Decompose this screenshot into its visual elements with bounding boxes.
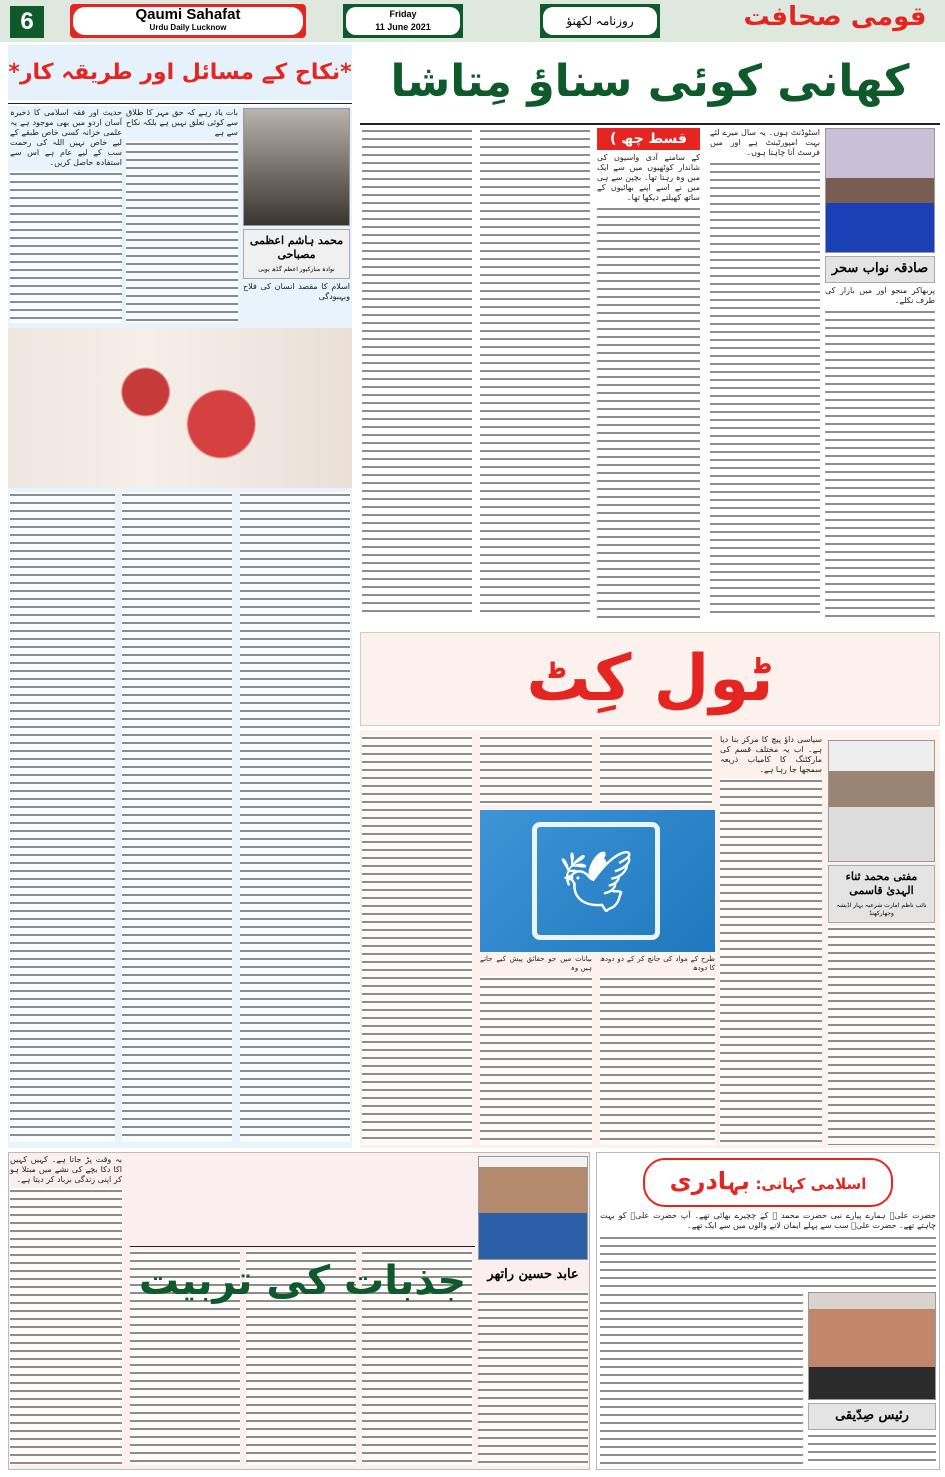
bahaduri-top [600,1158,936,1288]
text-column-group [10,1155,122,1465]
toolkit-headline: ٹول کِٹ [526,642,774,716]
text-column-group [710,128,820,618]
author-place: نوادہ مبارکپور اعظم گڈھ یوپی [258,265,335,273]
urdu-logo: قومی صحافت [743,2,927,32]
text-column [600,1292,803,1464]
author-name: محمد ہاشم اعظمی مصباحی [249,234,344,262]
author-name-box [478,1263,588,1288]
bahaduri-headline-prefix: اسلامی کہانی: [755,1175,867,1193]
text-column [126,141,238,323]
text-column [710,161,820,618]
text-column [10,492,115,1142]
jazbaat-headline: جذبات کی تربیت [138,1258,467,1304]
author-column [828,740,935,1145]
author-name-box [243,229,350,279]
twitter-image [480,810,715,952]
nikah-headline-box [8,45,352,100]
author-name: عابد حسین راتھر [487,1267,579,1282]
text-column [10,1188,122,1465]
author-photo [243,108,350,226]
text-column [597,206,700,618]
text-column [600,1235,936,1288]
author-photo [825,128,935,253]
text-column [825,309,935,618]
day: Friday [389,9,417,19]
nikah-snippet-1: حدیث اور فقہ اسلامی کا ذخیرہ آسان اردو میں بھی موجود ہے یہ علمی خزانہ کسی خاص طبقے کے لیے خاص نہیں اللہ کی رحمت سب کے لیے عام ہے اس سے استفادہ حاصل کریں۔ [10,108,122,167]
author-column [478,1156,588,1466]
author-column [243,108,350,324]
image-caption: بیانات میں جو حقائق پیش کیے جاتے ہیں وہ [480,955,592,972]
text-column [828,926,935,1145]
text-column [480,128,590,618]
author-photo [478,1156,588,1260]
nikah-snippet-3: اسلام کا مقصد انسان کی فلاح وبہبودگی [243,281,350,301]
toolkit-headline-box [360,632,940,726]
date: 11 June 2021 [375,22,431,32]
story-snippet-2: اسٹوڈنٹ ہوں۔ یہ سال میرے لئے بہت امپورٹینٹ ہے اور میں فرسٹ آنا چاہتا ہوں۔ [710,128,820,157]
author-name: صادقہ نواب سحر [831,261,929,276]
text-column-group [597,128,700,618]
installment-badge: قسط چھ ) [597,128,700,150]
author-name-box [825,256,935,283]
text-column [720,778,822,1145]
author-name: رئیس صِدّیقی [835,1408,909,1423]
text-column [478,1291,588,1466]
author-photo [808,1292,936,1400]
page-number: 6 [10,6,44,38]
author-title: نائب ناظم امارت شرعیہ بہار اڈیشہ وجھارکھنڈ [836,901,927,917]
author-column [808,1292,936,1464]
bahaduri-headline: بہادری [669,1167,750,1195]
author-photo [828,740,935,862]
text-column [480,976,592,1145]
text-column [600,735,712,805]
text-column-group [480,955,592,1145]
story-snippet-3: پربھاکر منجو اور میں بازار کی طرف نکلے۔ [825,285,935,305]
roznama-label: روزنامہ لکھنؤ [543,7,657,35]
author-column [825,128,935,618]
bahaduri-headline-box [643,1158,893,1207]
masthead-subtitle: Urdu Daily Lucknow [149,23,227,32]
text-column [480,735,592,805]
author-name-box [828,865,935,923]
text-column [600,976,715,1145]
twitter-bird-icon: 🕊 [532,822,660,940]
bahaduri-snippet-1: حضرت علیؓ ہمارے پیارے نبی حضرت محمد ﷺ کے چچیرے بھائی تھے۔ آپ حضرت علیؓ کو بہت چاہتے تھے۔ حضرت علیؓ سب سے پہلے ایمان لانے والوں میں سے ایک تھے۔ [600,1211,936,1230]
nikah-headline: *نکاح کے مسائل اور طریقہ کار* [8,59,352,85]
text-column [362,128,472,618]
text-column [808,1433,936,1464]
text-column [122,492,232,1142]
masthead [70,4,306,38]
toolkit-snippet-1: سیاسی داؤ پیچ کا مرکز بنا دیا ہے۔ اب یہ مختلف قسم کی مارکٹنگ کا کامیاب ذریعہ سمجھا جا رہا ہے۔ [720,735,822,774]
nikah-snippet-2: بات یاد رہے کہ حق مہر کا طلاق سے کوئی تعلق نہیں ہے بلکہ نکاح سے ہے [126,108,238,137]
wedding-photo [8,328,352,488]
roznama-box [540,4,660,38]
text-column [240,492,350,1142]
text-column-group [600,955,715,1145]
text-column-group [126,108,238,323]
jazbaat-snippet-1: بہ وقت پڑ جاتا ہے۔ کہیں کہیں اکا دکا بچے کی نشے میں مبتلا ہو کر اپنی زندگی برباد کر دیتا ہے۔ [10,1155,122,1184]
author-name: مفتی محمد ثناء الہدیٰ قاسمی [845,870,918,898]
masthead-title: Qaumi Sahafat [135,6,241,23]
story-headline: کھانی کوئی سناؤ مِتاشا [390,56,910,107]
author-name-box [808,1403,936,1430]
text-column [10,171,122,323]
story-snippet-1: کے سامنے آدی واسیوں کی شاندار کوٹھیوں میں سے ایک میں وہ رہتا تھا۔ بچپن سے ہی میں نے اسے اپنے بھائیوں کے ساتھ کھیلتے دیکھا تھا۔ [597,153,700,202]
image-caption: طرح کے مواد کی جانچ کر کے دو دودھ کا دودھ [600,955,715,972]
text-column-group [10,108,122,323]
date-box [343,4,463,38]
text-column-group [720,735,822,1145]
text-column [362,735,472,1145]
